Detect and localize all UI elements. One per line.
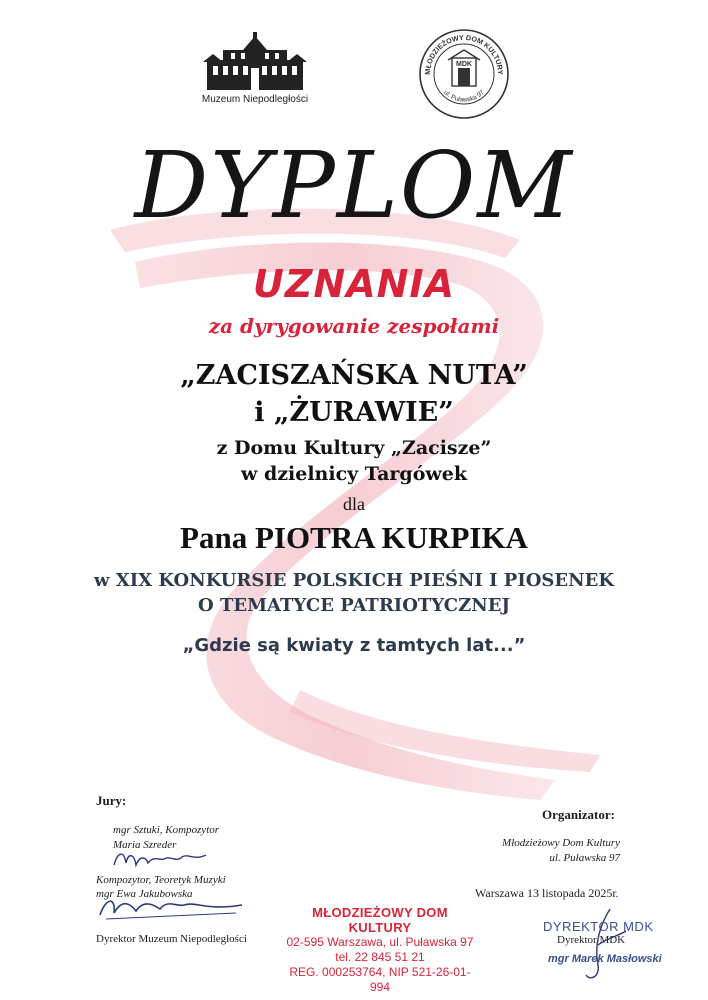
signature-1 [110, 845, 210, 873]
diploma-title: DYPLOM [134, 132, 574, 239]
institution-stamp [280, 905, 480, 995]
diploma-subtitle: UZNANIA [253, 262, 455, 306]
institution-stamp-line-1: MŁODZIEŻOWY DOM KULTURY [312, 905, 448, 935]
stamp-top-text: MŁODZIEŻOWY DOM KULTURY [422, 32, 506, 75]
district: w dzielnicy Targówek [240, 463, 468, 485]
recipient-name: Pana PIOTRA KURPIKA [180, 520, 528, 555]
for-word: dla [343, 494, 365, 514]
museum-logo [200, 32, 310, 112]
institution-stamp-line-2: 02-595 Warszawa, ul. Puławska 97 [286, 935, 474, 949]
museum-building-icon [203, 32, 307, 92]
contest-line-2: O TEMATYCE PATRIOTYCZNEJ [198, 595, 510, 616]
cultural-house: z Domu Kultury „Zacisze” [216, 437, 492, 459]
award-reason: za dyrygowanie zespołami [208, 314, 500, 338]
stamp-bottom-text: ul. Puławska 97 [442, 89, 486, 104]
institution-stamp-line-3: tel. 22 845 51 21 [335, 950, 425, 964]
organizer-name-line-1: Młodzieżowy Dom Kultury [502, 837, 620, 849]
museum-director: Dyrektor Muzeum Niepodległości [96, 933, 247, 945]
contest-motto: „Gdzie są kwiaty z tamtych lat...” [182, 635, 526, 656]
svg-text:ul. Puławska 97 [442, 89, 486, 104]
mdk-building-icon [418, 28, 510, 120]
director-role: Dyrektor MDK [557, 934, 626, 946]
mdk-stamp [418, 28, 510, 120]
jury-member-2-title: Kompozytor, Teoretyk Muzyki [96, 874, 226, 886]
organizer-name [480, 836, 620, 866]
ensemble-name-2: i „ŻURAWIE” [254, 397, 454, 428]
organizer-name-line-2: ul. Puławska 97 [549, 852, 620, 864]
organizer-label: Organizator: [542, 807, 615, 822]
jury-member-2-name: mgr Ewa Jakubowska [96, 888, 193, 900]
jury-member-1-name: Maria Szreder [113, 839, 177, 851]
jury-member-1-title: mgr Sztuki, Kompozytor [113, 824, 220, 836]
issue-date: Warszawa 13 listopada 2025r. [475, 886, 619, 900]
jury-label: Jury: [96, 793, 127, 808]
signature-2 [96, 893, 246, 923]
stamp-logo-letters: MDK [456, 61, 472, 68]
contest-line-1: w XIX KONKURSIE POLSKICH PIEŚNI I PIOSENEK [94, 570, 614, 591]
museum-name: Muzeum Niepodległości [201, 94, 309, 105]
director-name: mgr Marek Masłowski [548, 953, 662, 965]
director-stamp: DYREKTOR MDK [543, 919, 654, 934]
signature-3 [580, 905, 630, 985]
ensemble-name-1: „ZACISZAŃSKA NUTA” [180, 360, 528, 391]
institution-stamp-line-4: REG. 000253764, NIP 521-26-01-994 [289, 965, 471, 994]
